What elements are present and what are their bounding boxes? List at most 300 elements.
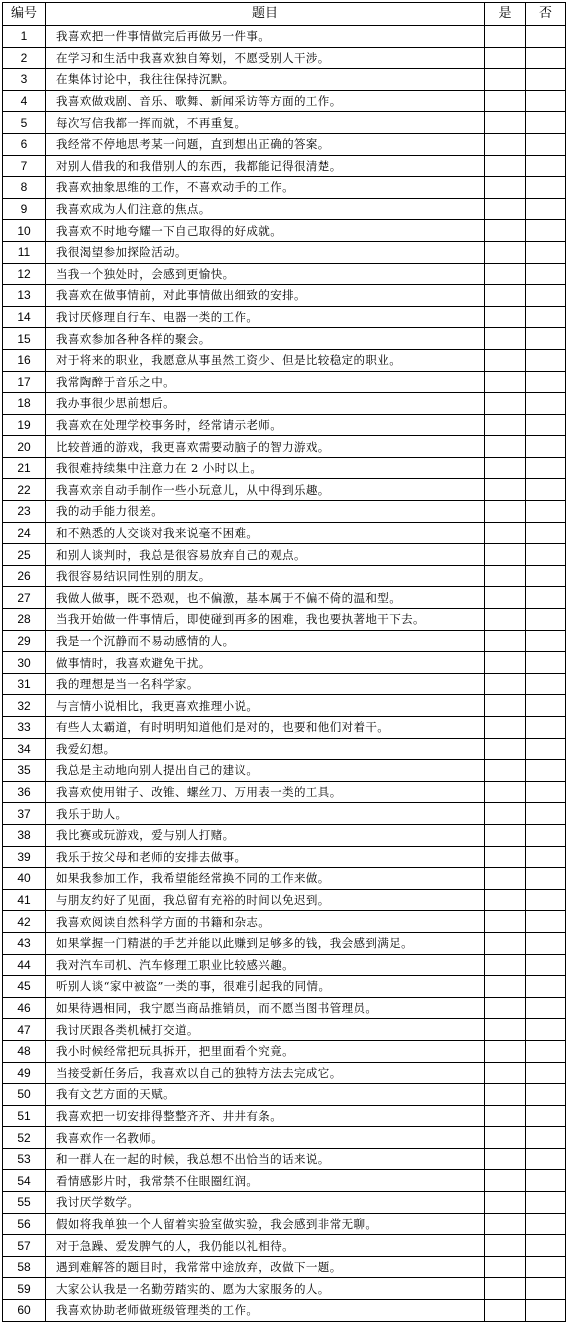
table-row [3,911,566,933]
yes-answer-cell[interactable] [485,349,526,371]
no-answer-cell[interactable] [526,673,566,695]
no-answer-cell[interactable] [526,846,566,868]
question-text: 看情感影片时，我常禁不住眼圈红润。 [46,1170,485,1192]
header-row [3,3,566,26]
question-number: 59 [3,1278,46,1300]
yes-answer-cell[interactable] [485,1192,526,1214]
no-answer-cell[interactable] [526,997,566,1019]
question-text: 假如将我单独一个人留着实验室做实验，我会感到非常无聊。 [46,1213,485,1235]
yes-answer-cell[interactable] [485,133,526,155]
yes-answer-cell[interactable] [485,90,526,112]
question-number: 16 [3,349,46,371]
table-row [3,26,566,48]
yes-answer-cell[interactable] [485,544,526,566]
question-number: 13 [3,285,46,307]
yes-answer-cell[interactable] [485,673,526,695]
question-number: 41 [3,889,46,911]
question-text: 我的理想是当一名科学家。 [46,673,485,695]
no-answer-cell[interactable] [526,1170,566,1192]
yes-answer-cell[interactable] [485,932,526,954]
question-text: 当我开始做一件事情后，即使碰到再多的困难，我也要执著地干下去。 [46,609,485,631]
table-row [3,133,566,155]
question-text: 我喜欢把一件事情做完后再做另一件事。 [46,26,485,48]
question-number: 1 [3,26,46,48]
yes-answer-cell[interactable] [485,781,526,803]
question-text: 我经常不停地思考某一问题，直到想出正确的答案。 [46,133,485,155]
no-answer-cell[interactable] [526,1019,566,1041]
table-row [3,932,566,954]
table-row [3,414,566,436]
table-row [3,1192,566,1214]
no-answer-cell[interactable] [526,328,566,350]
yes-answer-cell[interactable] [485,738,526,760]
question-number: 33 [3,717,46,739]
yes-answer-cell[interactable] [485,371,526,393]
question-text: 如果我参加工作，我希望能经常换不同的工作来做。 [46,868,485,890]
table-row [3,1300,566,1322]
table-row [3,889,566,911]
no-answer-cell[interactable] [526,522,566,544]
question-text: 我喜欢作一名教师。 [46,1127,485,1149]
yes-answer-cell[interactable] [485,824,526,846]
question-text: 我办事很少思前想后。 [46,393,485,415]
yes-answer-cell[interactable] [485,1300,526,1322]
question-number: 45 [3,976,46,998]
question-text: 我对汽车司机、汽车修理工职业比较感兴趣。 [46,954,485,976]
table-row [3,1278,566,1300]
table-row [3,306,566,328]
question-number: 58 [3,1256,46,1278]
question-number: 43 [3,932,46,954]
no-answer-cell[interactable] [526,1235,566,1257]
question-number: 18 [3,393,46,415]
no-answer-cell[interactable] [526,1300,566,1322]
yes-answer-cell[interactable] [485,846,526,868]
yes-answer-cell[interactable] [485,1235,526,1257]
no-answer-cell[interactable] [526,393,566,415]
question-text: 我常陶醉于音乐之中。 [46,371,485,393]
question-number: 38 [3,824,46,846]
no-answer-cell[interactable] [526,155,566,177]
question-number: 46 [3,997,46,1019]
question-text: 我乐于按父母和老师的安排去做事。 [46,846,485,868]
question-text: 我喜欢做戏剧、音乐、歌舞、新闻采访等方面的工作。 [46,90,485,112]
table-row [3,544,566,566]
question-number: 54 [3,1170,46,1192]
table-row [3,695,566,717]
no-answer-cell[interactable] [526,1127,566,1149]
question-text: 我是一个沉静而不易动感情的人。 [46,630,485,652]
question-text: 我喜欢亲自动手制作一些小玩意儿，从中得到乐趣。 [46,479,485,501]
question-number: 47 [3,1019,46,1041]
no-answer-cell[interactable] [526,371,566,393]
yes-answer-cell[interactable] [485,328,526,350]
yes-answer-cell[interactable] [485,976,526,998]
table-row [3,609,566,631]
no-answer-cell[interactable] [526,1148,566,1170]
no-answer-cell[interactable] [526,824,566,846]
yes-answer-cell[interactable] [485,954,526,976]
yes-answer-cell[interactable] [485,1062,526,1084]
no-answer-cell[interactable] [526,717,566,739]
no-answer-cell[interactable] [526,457,566,479]
no-answer-cell[interactable] [526,630,566,652]
question-text: 比较普通的游戏，我更喜欢需要动脑子的智力游戏。 [46,436,485,458]
question-text: 我喜欢参加各种各样的聚会。 [46,328,485,350]
yes-answer-cell[interactable] [485,414,526,436]
yes-answer-cell[interactable] [485,565,526,587]
yes-answer-cell[interactable] [485,155,526,177]
question-number: 8 [3,177,46,199]
question-number: 37 [3,803,46,825]
question-number: 10 [3,220,46,242]
yes-answer-cell[interactable] [485,695,526,717]
table-row [3,349,566,371]
question-text: 我小时候经常把玩具拆开，把里面看个究竟。 [46,1040,485,1062]
table-row [3,1213,566,1235]
no-answer-cell[interactable] [526,544,566,566]
yes-answer-cell[interactable] [485,220,526,242]
no-answer-cell[interactable] [526,587,566,609]
question-number: 40 [3,868,46,890]
no-answer-cell[interactable] [526,479,566,501]
question-number: 23 [3,501,46,523]
question-number: 35 [3,760,46,782]
no-answer-cell[interactable] [526,911,566,933]
no-answer-cell[interactable] [526,220,566,242]
question-number: 7 [3,155,46,177]
yes-answer-cell[interactable] [485,609,526,631]
question-number: 9 [3,198,46,220]
question-number: 3 [3,69,46,91]
no-answer-cell[interactable] [526,285,566,307]
table-row [3,393,566,415]
yes-answer-cell[interactable] [485,652,526,674]
table-row [3,1127,566,1149]
table-row [3,47,566,69]
question-text: 我比赛或玩游戏，爱与别人打赌。 [46,824,485,846]
table-row [3,263,566,285]
question-text: 我爱幻想。 [46,738,485,760]
table-row [3,997,566,1019]
question-text: 与言情小说相比，我更喜欢推理小说。 [46,695,485,717]
table-row [3,652,566,674]
table-row [3,155,566,177]
question-number: 57 [3,1235,46,1257]
question-text: 我喜欢成为人们注意的焦点。 [46,198,485,220]
question-text: 我总是主动地向别人提出自己的建议。 [46,760,485,782]
table-row [3,673,566,695]
yes-answer-cell[interactable] [485,1084,526,1106]
yes-answer-cell[interactable] [485,587,526,609]
question-number: 14 [3,306,46,328]
table-row [3,479,566,501]
table-row [3,177,566,199]
no-answer-cell[interactable] [526,177,566,199]
table-row [3,90,566,112]
table-row [3,328,566,350]
question-text: 我乐于助人。 [46,803,485,825]
table-row [3,1084,566,1106]
yes-answer-cell[interactable] [485,1278,526,1300]
question-number: 21 [3,457,46,479]
question-text: 我做人做事，既不恐观，也不偏激，基本属于不偏不倚的温和型。 [46,587,485,609]
yes-answer-cell[interactable] [485,47,526,69]
question-number: 25 [3,544,46,566]
no-answer-cell[interactable] [526,954,566,976]
table-row [3,69,566,91]
yes-answer-cell[interactable] [485,285,526,307]
question-text: 我喜欢协助老师做班级管理类的工作。 [46,1300,485,1322]
question-text: 听别人谈“家中被盗”一类的事，很难引起我的同情。 [46,976,485,998]
question-number: 32 [3,695,46,717]
header-yes: 是 [485,3,526,26]
yes-answer-cell[interactable] [485,306,526,328]
question-number: 42 [3,911,46,933]
question-number: 60 [3,1300,46,1322]
question-text: 有些人太霸道，有时明明知道他们是对的，也要和他们对着干。 [46,717,485,739]
no-answer-cell[interactable] [526,90,566,112]
yes-answer-cell[interactable] [485,522,526,544]
question-number: 4 [3,90,46,112]
no-answer-cell[interactable] [526,868,566,890]
yes-answer-cell[interactable] [485,501,526,523]
question-text: 在集体讨论中，我往往保持沉默。 [46,69,485,91]
question-text: 如果掌握一门精湛的手艺并能以此赚到足够多的钱，我会感到满足。 [46,932,485,954]
yes-answer-cell[interactable] [485,717,526,739]
question-text: 和别人谈判时，我总是很容易放弃自己的观点。 [46,544,485,566]
question-number: 12 [3,263,46,285]
table-row [3,198,566,220]
question-number: 29 [3,630,46,652]
question-number: 31 [3,673,46,695]
table-row [3,760,566,782]
no-answer-cell[interactable] [526,803,566,825]
question-text: 我喜欢把一切安排得整整齐齐、井井有条。 [46,1105,485,1127]
yes-answer-cell[interactable] [485,393,526,415]
yes-answer-cell[interactable] [485,1019,526,1041]
table-row [3,522,566,544]
table-row [3,824,566,846]
yes-answer-cell[interactable] [485,889,526,911]
no-answer-cell[interactable] [526,263,566,285]
question-text: 如果待遇相同，我宁愿当商品推销员，而不愿当图书管理员。 [46,997,485,1019]
no-answer-cell[interactable] [526,1105,566,1127]
table-row [3,501,566,523]
question-text: 当接受新任务后，我喜欢以自己的独特方法去完成它。 [46,1062,485,1084]
table-row [3,457,566,479]
question-text: 对于将来的职业，我愿意从事虽然工资少、但是比较稳定的职业。 [46,349,485,371]
question-number: 6 [3,133,46,155]
question-number: 30 [3,652,46,674]
no-answer-cell[interactable] [526,976,566,998]
table-row [3,1105,566,1127]
no-answer-cell[interactable] [526,414,566,436]
question-text: 我喜欢在处理学校事务时，经常请示老师。 [46,414,485,436]
table-row [3,868,566,890]
yes-answer-cell[interactable] [485,1148,526,1170]
question-rows [3,26,566,1322]
table-row [3,976,566,998]
yes-answer-cell[interactable] [485,868,526,890]
yes-answer-cell[interactable] [485,1105,526,1127]
no-answer-cell[interactable] [526,1062,566,1084]
table-row [3,112,566,134]
yes-answer-cell[interactable] [485,760,526,782]
no-answer-cell[interactable] [526,652,566,674]
yes-answer-cell[interactable] [485,1040,526,1062]
question-number: 48 [3,1040,46,1062]
table-row [3,1235,566,1257]
question-number: 22 [3,479,46,501]
question-text: 我喜欢在做事情前，对此事情做出细致的安排。 [46,285,485,307]
question-number: 44 [3,954,46,976]
no-answer-cell[interactable] [526,760,566,782]
no-answer-cell[interactable] [526,47,566,69]
no-answer-cell[interactable] [526,1084,566,1106]
no-answer-cell[interactable] [526,198,566,220]
question-text: 与朋友约好了见面，我总留有充裕的时间以免迟到。 [46,889,485,911]
question-number: 26 [3,565,46,587]
table-row [3,1148,566,1170]
question-text: 对于急躁、爱发脾气的人，我仍能以礼相待。 [46,1235,485,1257]
no-answer-cell[interactable] [526,781,566,803]
yes-answer-cell[interactable] [485,997,526,1019]
question-text: 每次写信我都一挥而就，不再重复。 [46,112,485,134]
no-answer-cell[interactable] [526,69,566,91]
yes-answer-cell[interactable] [485,803,526,825]
question-text: 我讨厌跟各类机械打交道。 [46,1019,485,1041]
question-number: 49 [3,1062,46,1084]
no-answer-cell[interactable] [526,241,566,263]
table-row [3,1170,566,1192]
table-row [3,1019,566,1041]
yes-answer-cell[interactable] [485,1256,526,1278]
table-row [3,846,566,868]
yes-answer-cell[interactable] [485,1127,526,1149]
question-text: 我很难持续集中注意力在 2 小时以上。 [46,457,485,479]
table-row [3,1040,566,1062]
question-number: 19 [3,414,46,436]
yes-answer-cell[interactable] [485,630,526,652]
no-answer-cell[interactable] [526,1192,566,1214]
no-answer-cell[interactable] [526,501,566,523]
table-row [3,285,566,307]
no-answer-cell[interactable] [526,609,566,631]
question-text: 我有文艺方面的天赋。 [46,1084,485,1106]
question-text: 我喜欢阅读自然科学方面的书籍和杂志。 [46,911,485,933]
table-row [3,717,566,739]
table-row [3,241,566,263]
table-row [3,436,566,458]
yes-answer-cell[interactable] [485,911,526,933]
yes-answer-cell[interactable] [485,479,526,501]
table-row [3,630,566,652]
question-number: 20 [3,436,46,458]
yes-answer-cell[interactable] [485,263,526,285]
question-number: 55 [3,1192,46,1214]
question-text: 我喜欢抽象思维的工作，不喜欢动手的工作。 [46,177,485,199]
header-question: 题目 [46,3,485,26]
yes-answer-cell[interactable] [485,198,526,220]
yes-answer-cell[interactable] [485,436,526,458]
yes-answer-cell[interactable] [485,1170,526,1192]
no-answer-cell[interactable] [526,889,566,911]
no-answer-cell[interactable] [526,1256,566,1278]
no-answer-cell[interactable] [526,1278,566,1300]
table-row [3,565,566,587]
no-answer-cell[interactable] [526,112,566,134]
header-number: 编号 [3,3,46,26]
question-text: 我喜欢使用钳子、改锥、螺丝刀、万用表一类的工具。 [46,781,485,803]
yes-answer-cell[interactable] [485,457,526,479]
no-answer-cell[interactable] [526,1213,566,1235]
no-answer-cell[interactable] [526,436,566,458]
questionnaire [2,2,566,1322]
table-row [3,803,566,825]
table-row [3,1062,566,1084]
question-text: 遇到难解答的题目时，我常常中途放弃，改做下一题。 [46,1256,485,1278]
question-number: 51 [3,1105,46,1127]
question-text: 对别人借我的和我借别人的东西，我都能记得很清楚。 [46,155,485,177]
questionnaire-table [2,2,566,1322]
yes-answer-cell[interactable] [485,241,526,263]
table-row [3,738,566,760]
table-row [3,781,566,803]
question-number: 56 [3,1213,46,1235]
question-number: 52 [3,1127,46,1149]
no-answer-cell[interactable] [526,565,566,587]
no-answer-cell[interactable] [526,306,566,328]
question-number: 53 [3,1148,46,1170]
no-answer-cell[interactable] [526,1040,566,1062]
yes-answer-cell[interactable] [485,112,526,134]
question-number: 2 [3,47,46,69]
question-number: 27 [3,587,46,609]
question-text: 和不熟悉的人交谈对我来说毫不困难。 [46,522,485,544]
table-row [3,220,566,242]
question-number: 5 [3,112,46,134]
no-answer-cell[interactable] [526,932,566,954]
no-answer-cell[interactable] [526,695,566,717]
question-text: 当我一个独处时，会感到更愉快。 [46,263,485,285]
yes-answer-cell[interactable] [485,69,526,91]
no-answer-cell[interactable] [526,349,566,371]
no-answer-cell[interactable] [526,738,566,760]
question-text: 和一群人在一起的时候，我总想不出恰当的话来说。 [46,1148,485,1170]
question-text: 我讨厌修理自行车、电器一类的工作。 [46,306,485,328]
question-number: 24 [3,522,46,544]
question-number: 17 [3,371,46,393]
question-number: 39 [3,846,46,868]
yes-answer-cell[interactable] [485,1213,526,1235]
question-text: 做事情时，我喜欢避免干扰。 [46,652,485,674]
table-row [3,587,566,609]
yes-answer-cell[interactable] [485,177,526,199]
question-text: 我喜欢不时地夸耀一下自己取得的好成就。 [46,220,485,242]
question-number: 50 [3,1084,46,1106]
question-number: 34 [3,738,46,760]
question-text: 大家公认我是一名勤劳踏实的、愿为大家服务的人。 [46,1278,485,1300]
question-text: 我的动手能力很差。 [46,501,485,523]
no-answer-cell[interactable] [526,133,566,155]
table-row [3,371,566,393]
no-answer-cell[interactable] [526,26,566,48]
table-row [3,954,566,976]
question-number: 28 [3,609,46,631]
yes-answer-cell[interactable] [485,26,526,48]
question-text: 我很渴望参加探险活动。 [46,241,485,263]
